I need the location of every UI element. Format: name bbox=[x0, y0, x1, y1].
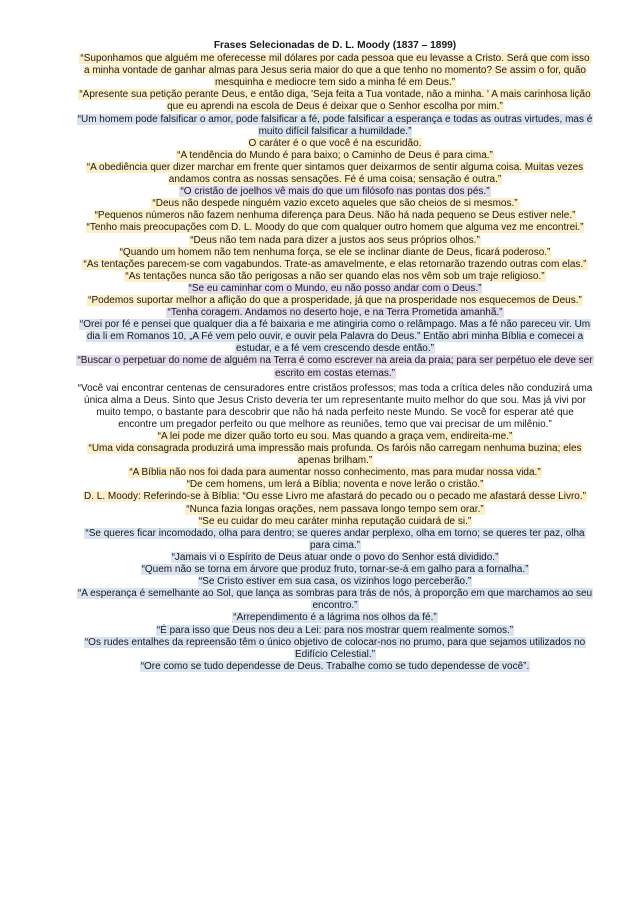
quote-paragraph bbox=[76, 307, 594, 319]
quote-paragraph bbox=[76, 53, 594, 89]
quote-paragraph bbox=[76, 504, 594, 516]
quote-paragraph bbox=[76, 150, 594, 162]
quote-paragraph bbox=[76, 162, 594, 186]
quote-paragraph bbox=[76, 637, 594, 661]
quote-text: D. L. Moody: Referindo-se à Bíblia: “Ou esse Livro me afastará do pecado ou o pecado me afastará desse Livro.” bbox=[84, 491, 586, 503]
quote-text: “Tenho mais preocupações com D. L. Moody do que com qualquer outro homem que alguma vez me encontrei.” bbox=[86, 222, 584, 234]
quote-paragraph bbox=[76, 491, 594, 503]
quote-text: “É para isso que Deus nos deu a Lei: para nos mostrar quem realmente somos.” bbox=[156, 624, 514, 636]
quote-paragraph bbox=[76, 138, 594, 150]
quote-text: “Se eu caminhar com o Mundo, eu não posso andar com o Deus.” bbox=[188, 282, 482, 294]
quote-text: “Um homem pode falsificar o amor, pode falsificar a fé, pode falsificar a esperança e todas as outras virtudes, mas é muito difícil falsificar a humildade.” bbox=[77, 113, 593, 137]
quote-text: “Suponhamos que alguém me oferecesse mil dólares por cada pessoa que eu levasse a Cristo. Será que com isso a minha vontade de ganhar almas para Jesus seria maior do que a que tenho no momento? Se assim o for, quão mesquinha e mediocre tem sido a minha fé em Deus.” bbox=[80, 53, 590, 89]
quote-text: “Você vai encontrar centenas de censuradores entre cristãos professos; mas toda a crítica deles não conduzirá uma única alma a Deus. Sinto que Jesus Cristo deveria ter um representante muito melhor do que sou. Mas já vivi por muito tempo, o bastante para descobrir que não há nada perfeito neste Mundo. Se você for esperar até que encontre um pregador perfeito ou que melhore as reuniões, temo que vai precisar de um milênio.” bbox=[77, 382, 593, 430]
quote-text: “Ore como se tudo dependesse de Deus. Trabalhe como se tudo dependesse de você”. bbox=[140, 660, 530, 672]
quote-text: “Nunca fazia longas orações, nem passava longo tempo sem orar.” bbox=[186, 503, 484, 515]
quote-paragraph bbox=[76, 479, 594, 491]
quote-text: “Deus não tem nada para dizer a justos aos seus próprios olhos.” bbox=[190, 234, 480, 246]
quote-paragraph bbox=[76, 443, 594, 467]
quote-text: “De cem homens, um lerá a Bíblia; noventa e nove lerão o cristão.” bbox=[186, 479, 484, 491]
quote-text: “Buscar o perpetuar do nome de alguém na Terra é como escrever na areia da praia; para ser perpétuo ele deve ser escrito em costas eternas.” bbox=[77, 355, 593, 379]
quote-text: “A tendência do Mundo é para baixo; o Caminho de Deus é para cima.” bbox=[177, 149, 493, 161]
quote-text: “Os rudes entalhes da repreensão têm o único objetivo de colocar-nos no prumo, para que sejamos utilizados no Edifício Celestial.” bbox=[84, 636, 586, 660]
quote-text: “Podemos suportar melhor a aflição do que a prosperidade, já que na prosperidade nos esquecemos de Deus.” bbox=[88, 294, 582, 306]
quote-paragraph bbox=[76, 528, 594, 552]
quote-text: “Quando um homem não tem nenhuma força, se ele se inclinar diante de Deus, ficará poderoso.” bbox=[119, 246, 551, 258]
quote-paragraph bbox=[76, 319, 594, 355]
quote-paragraph bbox=[76, 295, 594, 307]
quote-paragraph bbox=[76, 576, 594, 588]
quote-text: “Se Cristo estiver em sua casa, os vizinhos logo perceberão.” bbox=[198, 576, 472, 588]
quote-paragraph bbox=[76, 383, 594, 431]
quote-text: “Arrependimento é a lágrima nos olhos da fé.” bbox=[233, 612, 437, 624]
quote-paragraph bbox=[76, 186, 594, 198]
quote-paragraph bbox=[76, 661, 594, 673]
quote-paragraph bbox=[76, 355, 594, 379]
quote-paragraph bbox=[76, 612, 594, 624]
quote-paragraph bbox=[76, 89, 594, 113]
quote-text: “Pequenos números não fazem nenhuma diferença para Deus. Não há nada pequeno se Deus estiver nele.” bbox=[94, 210, 576, 222]
quote-text: O caráter é o que você é na escuridão. bbox=[248, 137, 422, 149]
page-title: Frases Selecionadas de D. L. Moody (1837 – 1899) bbox=[213, 40, 457, 51]
quote-paragraph bbox=[76, 198, 594, 210]
quote-text: “As tentações nunca são tão perigosas a não ser quando elas nos vêm sob um traje religioso.” bbox=[125, 270, 545, 282]
quote-paragraph bbox=[76, 467, 594, 479]
quote-text: “Tenha coragem. Andamos no deserto hoje, e na Terra Prometida amanhã.” bbox=[167, 307, 503, 319]
quote-text: “Se queres ficar incomodado, olha para dentro; se queres andar perplexo, olha em torno; se queres ter paz, olha para cima.” bbox=[85, 527, 585, 551]
quote-text: “A lei pode me dizer quão torto eu sou. Mas quando a graça vem, endireita-me.” bbox=[157, 431, 513, 442]
quote-text: “A obediência quer dizer marchar em frente quer sintamos quer deixarmos de sentir alguma coisa. Muitas vezes andamos contra as nossas sensações. Fé é uma coisa; sensação é outra.” bbox=[86, 161, 584, 186]
quote-paragraph bbox=[76, 235, 594, 247]
quote-text: “As tentações parecem-se com vagabundos. Trate-as amavelmente, e elas retornarão trazendo outras com elas.” bbox=[83, 258, 587, 270]
quote-paragraph bbox=[76, 588, 594, 612]
quote-paragraph bbox=[76, 259, 594, 271]
quote-text: “Se eu cuidar do meu caráter minha reputação cuidará de si.” bbox=[198, 515, 472, 527]
quote-paragraph bbox=[76, 516, 594, 528]
quote-text: “Jamais vi o Espírito de Deus atuar onde o povo do Senhor está dividido.” bbox=[171, 551, 499, 563]
quote-list bbox=[76, 53, 594, 673]
quote-paragraph bbox=[76, 431, 594, 443]
quote-paragraph bbox=[76, 552, 594, 564]
quote-paragraph bbox=[76, 271, 594, 283]
document-page bbox=[76, 40, 594, 673]
quote-text: “Apresente sua petição perante Deus, e então diga, 'Seja feita a Tua vontade, não a minha. ' A mais carinhosa lição que eu aprendi na escola de Deus é deixar que o Senhor escolha por mim.” bbox=[79, 89, 591, 113]
quote-paragraph bbox=[76, 564, 594, 576]
quote-paragraph bbox=[76, 222, 594, 234]
quote-paragraph bbox=[76, 210, 594, 222]
quote-text: “O cristão de joelhos vê mais do que um filósofo nas pontas dos pés.” bbox=[180, 186, 490, 198]
quote-paragraph bbox=[76, 114, 594, 138]
quote-paragraph bbox=[76, 283, 594, 295]
quote-paragraph bbox=[76, 247, 594, 259]
quote-text: “Quem não se torna em árvore que produz fruto, tornar-se-á em galho para a fornalha.” bbox=[141, 564, 529, 576]
quote-text: “Orei por fé e pensei que qualquer dia a fé baixaria e me atingiria como o relâmpago. Mas a fé não pareceu vir. Um dia li em Romanos 10, „A Fé vem pelo ouvir, e ouvir pela Palavra do Deus.” Então abri minha Bíblia e comecei a estudar, e a fé vem crescendo desde então.” bbox=[79, 319, 591, 355]
quote-text: “Uma vida consagrada produzirá uma impressão mais profunda. Os faróis não carregam nenhuma buzina; eles apenas brilham.” bbox=[88, 443, 582, 467]
quote-text: “Deus não despede ninguém vazio exceto aqueles que são cheios de si mesmos.” bbox=[152, 198, 518, 210]
quote-paragraph bbox=[76, 625, 594, 637]
quote-text: “A Bíblia não nos foi dada para aumentar nosso conhecimento, mas para mudar nossa vida.” bbox=[129, 467, 541, 479]
quote-text: “A esperança é semelhante ao Sol, que lança as sombras para trás de nós, à proporção em que marchamos ao seu encontro.” bbox=[77, 588, 593, 612]
